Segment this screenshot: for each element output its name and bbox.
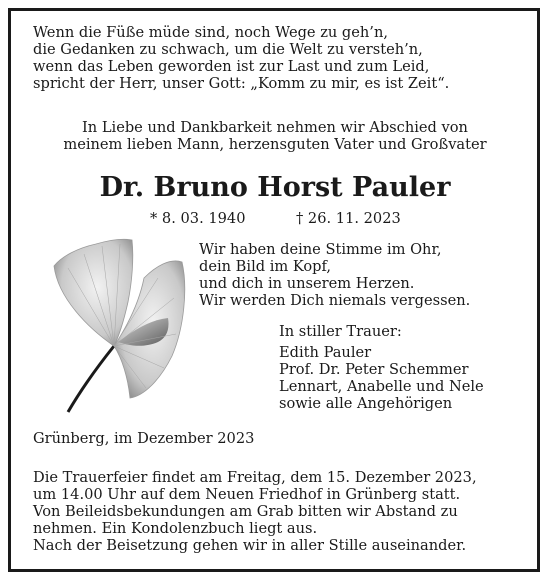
verse-line: Wir werden Dich niemals vergessen. [199, 292, 471, 309]
mourners-list [279, 344, 484, 412]
notice-line: Die Trauerfeier findet am Freitag, dem 15. Dezember 2023, [33, 469, 477, 486]
mourner-name: Prof. Dr. Peter Schemmer [279, 361, 469, 378]
mourner-name: Lennart, Anabelle und Nele [279, 378, 484, 395]
poem [33, 24, 449, 92]
notice-line: nehmen. Ein Kondolenzbuch liegt aus. [33, 520, 318, 537]
deceased-name: Dr. Bruno Horst Pauler [99, 172, 451, 203]
poem-line: die Gedanken zu schwach, um die Welt zu versteh’n, [33, 41, 423, 58]
intro-text [0, 119, 550, 153]
poem-line: spricht der Herr, unser Gott: „Komm zu mir, es ist Zeit“. [33, 75, 450, 92]
mourners-heading: In stiller Trauer: [279, 323, 402, 340]
mourner-name: Edith Pauler [279, 344, 372, 361]
death-date: † 26. 11. 2023 [296, 210, 401, 227]
memorial-verse [199, 241, 470, 309]
verse-line: und dich in unserem Herzen. [199, 275, 415, 292]
poem-line: wenn das Leben geworden ist zur Last und zum Leid, [33, 58, 430, 75]
notice-line: um 14.00 Uhr auf dem Neuen Friedhof in Grünberg statt. [33, 486, 461, 503]
funeral-notice [33, 469, 477, 554]
ginkgo-leaf-icon [48, 238, 190, 416]
intro-line: meinem lieben Mann, herzensguten Vater und Großvater [63, 136, 487, 153]
place-and-date: Grünberg, im Dezember 2023 [33, 430, 255, 447]
intro-line: In Liebe und Dankbarkeit nehmen wir Abschied von [82, 119, 468, 136]
verse-line: dein Bild im Kopf, [199, 258, 332, 275]
verse-line: Wir haben deine Stimme im Ohr, [199, 241, 442, 258]
poem-line: Wenn die Füße müde sind, noch Wege zu geh’n, [33, 24, 388, 41]
mourner-name: sowie alle Angehörigen [279, 395, 453, 412]
notice-line: Nach der Beisetzung gehen wir in aller Stille auseinander. [33, 537, 467, 554]
birth-date: * 8. 03. 1940 [150, 210, 246, 227]
notice-line: Von Beileidsbekundungen am Grab bitten wir Abstand zu [33, 503, 458, 520]
